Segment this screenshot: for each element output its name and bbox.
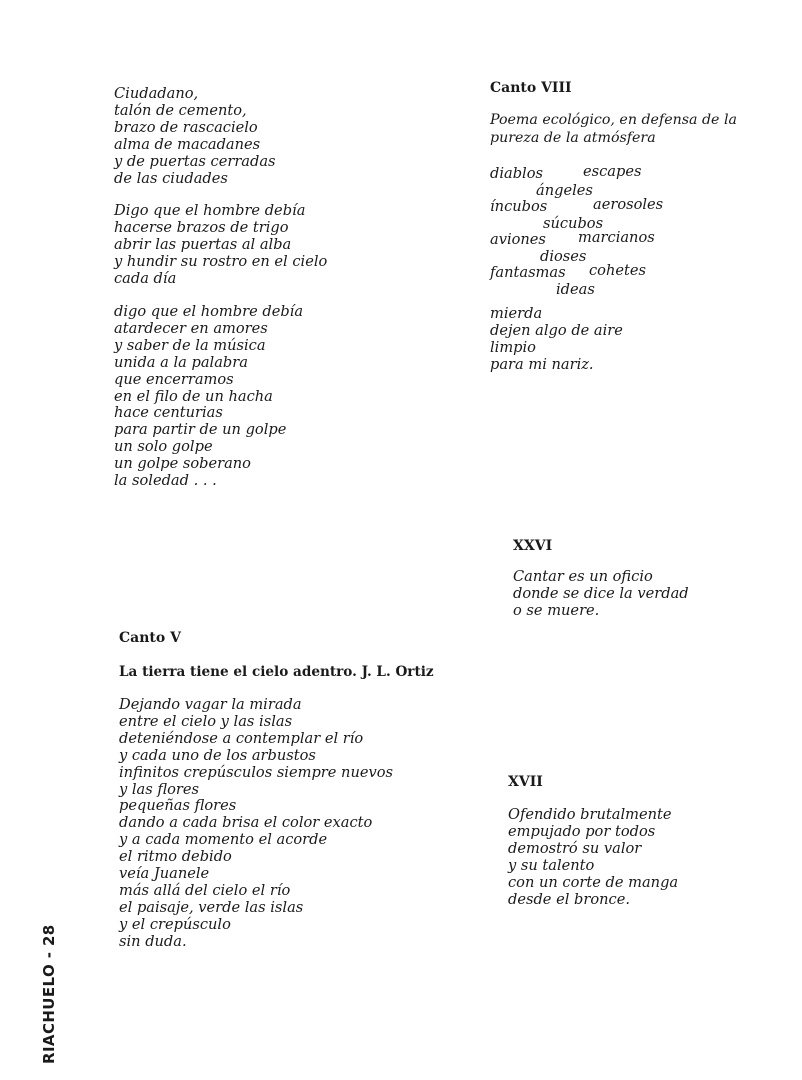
poem-line: entre el cielo y las islas — [119, 712, 293, 730]
stanza-2 — [114, 203, 327, 288]
stanza-3 — [114, 304, 327, 490]
poem-line: que encerramos — [114, 370, 234, 388]
xvii-title: XVII — [508, 774, 543, 790]
poem-line: o se muere. — [513, 601, 600, 619]
poem-line: deteniéndose a contemplar el río — [119, 729, 364, 747]
poem-line: donde se dice la verdad — [513, 584, 689, 602]
poem-line: y hundir su rostro en el cielo — [114, 253, 328, 271]
poem-line: y su talento — [508, 856, 595, 874]
poem-line: dejen algo de aire — [490, 321, 623, 339]
poem-line: y de puertas cerradas — [114, 152, 276, 170]
poem-line: un solo golpe — [114, 438, 213, 456]
poem-line: abrir las puertas al alba — [114, 236, 292, 254]
word-diablos: diablos — [490, 165, 543, 182]
poem-line: demostró su valor — [508, 839, 642, 857]
poem-line: y cada uno de los arbustos — [119, 746, 316, 764]
word-cohetes: cohetes — [589, 262, 646, 279]
poem-line: con un corte de manga — [508, 873, 679, 891]
xvii-poem — [508, 807, 678, 908]
word-aerosoles: aerosoles — [593, 196, 664, 213]
poem-line: Cantar es un oficio — [513, 568, 653, 585]
poem-line: y a cada momento el acorde — [119, 831, 328, 849]
poem-line: Digo que el hombre debía — [114, 202, 306, 220]
poem-ciudadano — [114, 86, 327, 506]
poem-line: de las ciudades — [114, 169, 228, 187]
canto-viii-closing — [490, 306, 623, 374]
word-incubos: íncubos — [490, 198, 548, 215]
poem-line: en el filo de un hacha — [114, 387, 273, 405]
poem-line: el ritmo debido — [119, 848, 232, 866]
poem-line: el paisaje, verde las islas — [119, 898, 304, 916]
word-fantasmas: fantasmas — [490, 264, 566, 281]
stanza-1 — [114, 86, 327, 187]
poem-line: desde el bronce. — [508, 890, 630, 908]
xxvi-title: XXVI — [513, 538, 553, 554]
poem-line: sin duda. — [119, 932, 187, 950]
poem-line: atardecer en amores — [114, 319, 268, 337]
word-dioses: dioses — [540, 248, 587, 265]
poem-line: más allá del cielo el río — [119, 881, 291, 899]
poem-line: talón de cemento, — [114, 101, 247, 119]
poem-line: Ciudadano, — [114, 85, 199, 102]
poem-line: dando a cada brisa el color exacto — [119, 814, 373, 832]
canto-viii-subtitle-1: Poema ecológico, en defensa de la — [490, 112, 737, 128]
xxvi-poem — [513, 569, 689, 620]
poem-line: Ofendido brutalmente — [508, 806, 672, 823]
poem-line: unida a la palabra — [114, 353, 248, 371]
poem-line: alma de macadanes — [114, 135, 261, 153]
poem-line: y el crepúsculo — [119, 915, 231, 933]
poem-line: la soledad . . . — [114, 472, 217, 490]
word-angeles: ángeles — [536, 182, 593, 199]
word-sucubos: súcubos — [543, 215, 604, 232]
poem-line: brazo de rascacielo — [114, 118, 258, 136]
poem-line: empujado por todos — [508, 822, 656, 840]
poem-line: pequeñas flores — [119, 797, 237, 815]
canto-v-epigraph: La tierra tiene el cielo adentro. J. L. Ortiz — [119, 664, 434, 680]
word-marcianos: marcianos — [578, 229, 655, 246]
poem-line: cada día — [114, 270, 177, 288]
page-number-label: RIACHUELO - 28 — [40, 924, 58, 1064]
poem-line: y las flores — [119, 780, 200, 798]
poem-line: un golpe soberano — [114, 455, 251, 473]
poem-line: hacerse brazos de trigo — [114, 219, 289, 237]
word-ideas: ideas — [556, 281, 595, 298]
canto-viii-subtitle-2: pureza de la atmósfera — [490, 130, 656, 146]
canto-v-title: Canto V — [119, 630, 181, 646]
poem-line: infinitos crepúsculos siempre nuevos — [119, 763, 393, 781]
poem-line: digo que el hombre debía — [114, 302, 304, 320]
word-aviones: aviones — [490, 231, 546, 248]
poem-line: para mi nariz. — [490, 355, 594, 373]
canto-viii-title: Canto VIII — [490, 80, 572, 96]
poem-line: veía Juanele — [119, 865, 210, 883]
poem-line: y saber de la música — [114, 336, 266, 354]
poem-line: Dejando vagar la mirada — [119, 696, 302, 713]
poem-line: mierda — [490, 305, 543, 322]
poem-line: para partir de un golpe — [114, 421, 287, 439]
word-escapes: escapes — [583, 163, 642, 180]
canto-v-poem — [119, 697, 393, 951]
poem-line: hace centurias — [114, 404, 223, 422]
poem-line: limpio — [490, 338, 536, 356]
